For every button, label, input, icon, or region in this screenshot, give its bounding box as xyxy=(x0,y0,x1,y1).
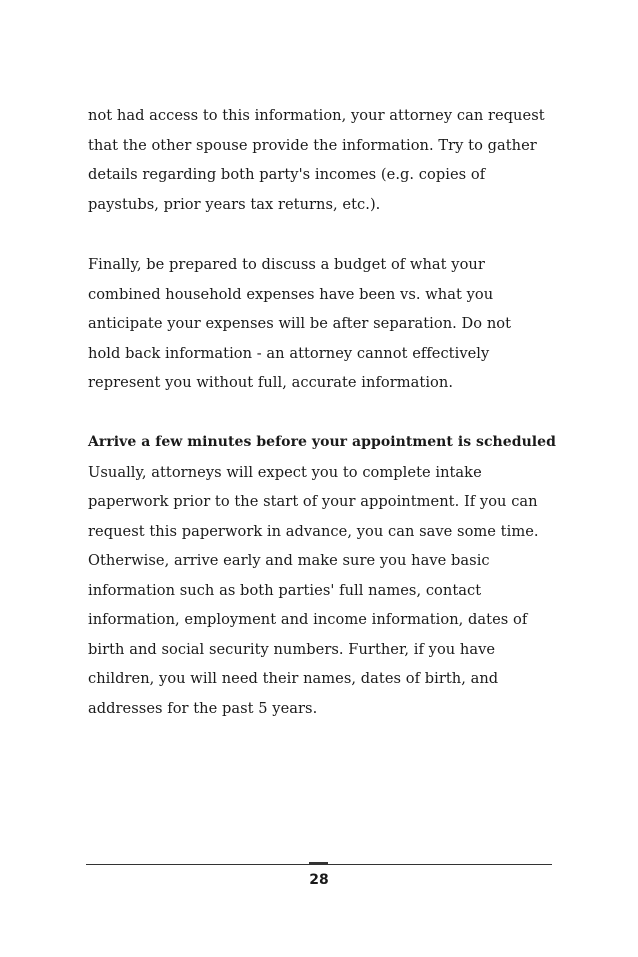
paragraph-line: hold back information - an attorney cannot effectively xyxy=(88,344,490,362)
paragraph-line: not had access to this information, your attorney can request xyxy=(88,107,545,124)
paragraph-line: information, employment and income information, dates of xyxy=(88,611,528,628)
paragraph-line: paperwork prior to the start of your appointment. If you can xyxy=(88,493,538,510)
paragraph-line: Otherwise, arrive early and make sure you have basic xyxy=(88,552,490,569)
paragraph-line: Usually, attorneys will expect you to complete intake xyxy=(88,463,482,481)
paragraph-line: children, you will need their names, dates of birth, and xyxy=(88,670,499,687)
paragraph-line: represent you without full, accurate information. xyxy=(88,374,454,391)
footer-divider-accent xyxy=(309,862,328,864)
paragraph-line: combined household expenses have been vs. what you xyxy=(88,285,494,303)
paragraph-line: information such as both parties' full names, contact xyxy=(88,581,482,599)
paragraph-line: addresses for the past 5 years. xyxy=(88,699,318,717)
paragraph-line: anticipate your expenses will be after separation. Do not xyxy=(88,315,512,332)
paragraph-line: Finally, be prepared to discuss a budget of what your xyxy=(88,256,485,273)
footer-divider xyxy=(86,864,552,865)
paragraph-line: paystubs, prior years tax returns, etc.). xyxy=(88,195,381,213)
paragraph-line: request this paperwork in advance, you can save some time. xyxy=(88,522,539,540)
paragraph-line: that the other spouse provide the information. Try to gather xyxy=(88,136,537,154)
paragraph-line: details regarding both party's incomes (e.g. copies of xyxy=(88,166,486,183)
page-number: 28 xyxy=(309,872,329,888)
section-heading: Arrive a few minutes before your appointment is scheduled xyxy=(88,434,556,450)
paragraph-budget xyxy=(88,250,560,398)
paragraph-line: birth and social security numbers. Further, if you have xyxy=(88,640,496,658)
section-arrive-early xyxy=(88,428,560,723)
paragraph-records xyxy=(88,101,560,219)
